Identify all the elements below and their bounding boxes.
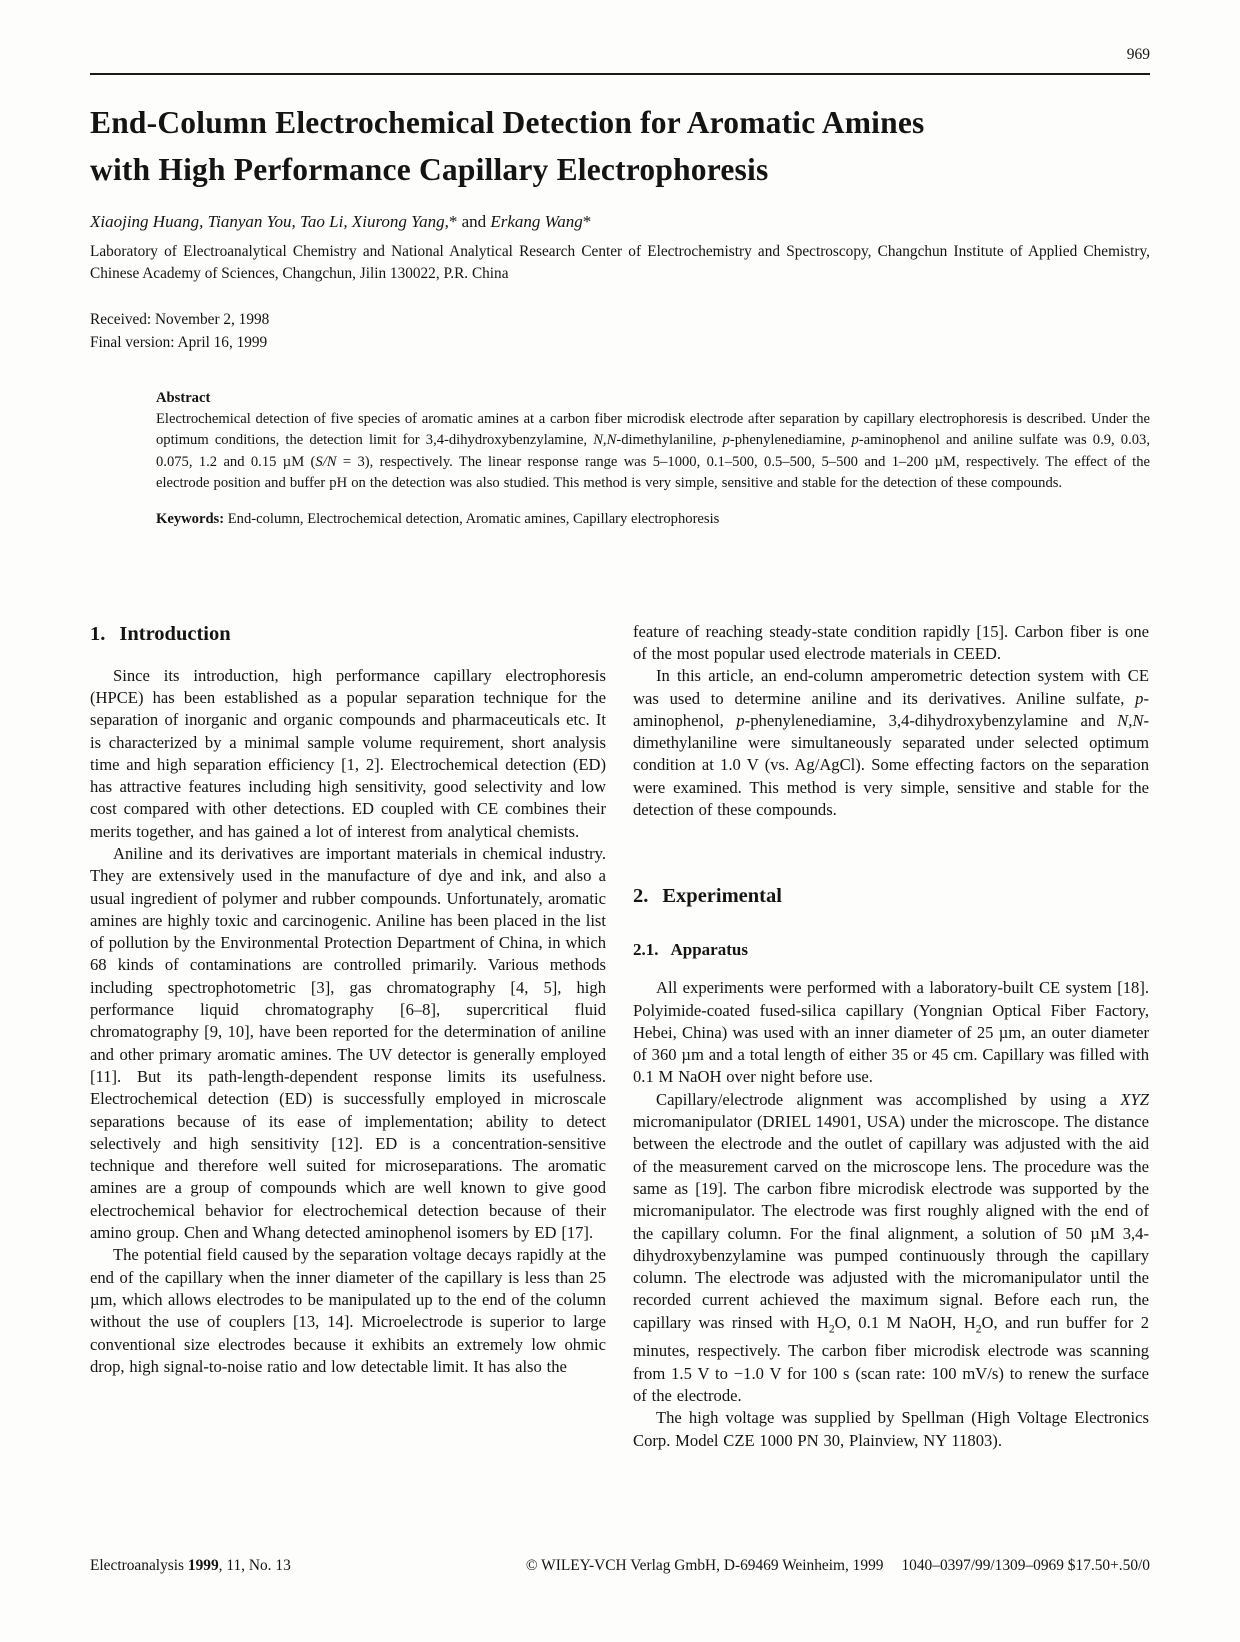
page-footer	[90, 1556, 1150, 1576]
section-title: Experimental	[662, 885, 782, 908]
article-title	[90, 99, 1150, 193]
apparatus-paragraph-3: The high voltage was supplied by Spellman (High Voltage Electronics Corp. Model CZE 1000 PN 30, Plainview, NY 11803).	[633, 1408, 1149, 1450]
footer-copyright: © WILEY-VCH Verlag GmbH, D-69469 Weinheim, 1999	[525, 1557, 884, 1574]
footer-publisher-info	[526, 1556, 1150, 1576]
subsection-heading-apparatus	[633, 939, 1149, 961]
manuscript-dates	[90, 309, 1150, 354]
article-title-line-1: End-Column Electrochemical Detection for Aromatic Amines	[90, 105, 925, 140]
received-date: Received: November 2, 1998	[90, 311, 270, 328]
section-heading-experimental	[633, 883, 1149, 909]
keywords-line	[156, 509, 1150, 529]
page-number: 969	[1126, 46, 1150, 63]
intro-paragraph-2: Aniline and its derivatives are important materials in chemical industry. They are extensively used in the manufacture of dye and ink, and also a usual ingredient of polymer and rubber compounds. Unfortunately, aromatic amines are highly toxic and carcinogenic. Aniline has been placed in the list of pollution by the Environmental Protection Department of China, in which 68 kinds of contaminations are controlled primarily. Various methods including spectrophotometric [3], gas chromatography [4, 5], high performance liquid chromatography [6–8], supercritical fluid chromatography [9, 10], have been reported for the determination of aniline and other primary aromatic amines. The UV detector is generally employed [11]. But its path-length-dependent response limits its usefulness. Electrochemical detection (ED) is successfully employed in microscale separations because of its ease of implementation; ability to detect selectively and high sensitivity [12]. ED is a concentration-sensitive technique and therefore well suited for microseparations. The aromatic amines are a group of compounds which are well known to give good electrochemical behavior for electrochemical detection because of their amino group. Chen and Whang detected aminophenol isomers by ED [17].	[90, 844, 606, 1243]
apparatus-paragraph-2: Capillary/electrode alignment was accomplished by using a XYZ micromanipulator (DRIEL 14901, USA) under the microscope. The distance between the electrode and the outlet of capillary was adjusted with the aid of the measurement carved on the microscope lens. The procedure was the same as [19]. The carbon fibre microdisk electrode was supported by the micromanipulator. The electrode was first roughly aligned with the end of the capillary column. For the final alignment, a solution of 50 µM 3,4-dihydroxybenzylamine was pumped continuously through the capillary column. The electrode was adjusted with the micromanipulator until the recorded current achieved the maximum signal. Before each run, the capillary was rinsed with $H_2O$, 0.1 M NaOH, $H_2O$, and run buffer for 2 minutes, respectively. The carbon fiber microdisk electrode was scanning from 1.5 V to −1.0 V for 100 s (scan rate: 100 mV/s) to renew the surface of the electrode.	[633, 1089, 1150, 1405]
intro-paragraph-3: The potential field caused by the separation voltage decays rapidly at the end of the capillary when the inner diameter of the capillary is less than 25 µm, which allows electrodes to be manipulated up to the end of the column without the use of couplers [13, 14]. Microelectrode is superior to large conventional size electrodes because it exhibits an extremely low ohmic drop, high signal-to-noise ratio and low detectable limit. It has also the	[90, 1245, 606, 1376]
content-columns	[90, 621, 1150, 1452]
intro-paragraph-4: In this article, an end-column amperometric detection system with CE was used to determine aniline and its derivatives. Aniline sulfate, p-aminophenol, p-phenylenediamine, 3,4-dihydroxybenzylamine and N,N-dimethylaniline were simultaneously separated under selected optimum condition at 1.0 V (vs. Ag/AgCl). Some effecting factors on the separation were examined. This method is very simple, sensitive and stable for the detection of these compounds.	[633, 666, 1149, 819]
intro-paragraph-3-continuation: feature of reaching steady-state condition rapidly [15]. Carbon fiber is one of the most popular used electrode materials in CEED.	[633, 621, 1149, 663]
abstract-heading: Abstract	[156, 390, 211, 406]
header-rule	[90, 73, 1150, 75]
authors-line: Xiaojing Huang, Tianyan You, Tao Li, Xiurong Yang,* and Erkang Wang*	[90, 212, 592, 231]
abstract-section	[156, 388, 1150, 529]
subsection-number: 2.1.	[633, 940, 659, 960]
final-version-date: Final version: April 16, 1999	[90, 333, 268, 351]
article-title-line-2: with High Performance Capillary Electrophoresis	[90, 152, 769, 187]
right-column	[633, 621, 1149, 1452]
footer-issn-price: 1040–0397/99/1309–0969 $17.50+.50/0	[901, 1557, 1150, 1574]
footer-journal-ref: Electroanalysis 1999, 11, No. 13	[90, 1557, 291, 1574]
subsection-title: Apparatus	[670, 940, 748, 960]
section-number: 1.	[90, 622, 106, 645]
affiliation: Laboratory of Electroanalytical Chemistry and National Analytical Research Center of Electrochemistry and Spectroscopy, Changchun Institute of Applied Chemistry, Chinese Academy of Sciences, Changchun, Jilin 130022, P.R. China	[90, 243, 1150, 282]
keywords-text: End-column, Electrochemical detection, Aromatic amines, Capillary electrophoresis	[227, 510, 720, 527]
left-column	[90, 621, 606, 1452]
abstract-body: Electrochemical detection of five species of aromatic amines at a carbon fiber microdisk electrode after separation by capillary electrophoresis is described. Under the optimum conditions, the detection limit for 3,4-dihydroxybenzylamine, N,N-dimethylaniline, p-phenylenediamine, p-aminophenol and aniline sulfate was 0.9, 0.03, 0.075, 1.2 and 0.15 µM (S/N = 3), respectively. The linear response range was 5–1000, 0.1–500, 0.5–500, 5–500 and 1–200 µM, respectively. The effect of the electrode position and buffer pH on the detection was also studied. This method is very simple, sensitive and stable for the detection of these compounds.	[156, 411, 1151, 492]
section-title: Introduction	[119, 622, 231, 645]
section-heading-introduction	[90, 621, 606, 647]
section-number: 2.	[633, 885, 649, 908]
intro-paragraph-1: Since its introduction, high performance capillary electrophoresis (HPCE) has been established as a popular separation technique for the separation of inorganic and organic compounds and pharmaceuticals etc. It is characterized by a minimal sample volume requirement, short analysis time and high separation efficiency [1, 2]. Electrochemical detection (ED) has attractive features including high sensitivity, good selectivity and low cost compared with other detections. ED coupled with CE combines their merits together, and has gained a lot of interest from analytical chemists.	[90, 665, 606, 841]
keywords-label: Keywords:	[156, 510, 225, 527]
apparatus-paragraph-1: All experiments were performed with a laboratory-built CE system [18]. Polyimide-coated fused-silica capillary (Yongnian Optical Fiber Factory, Hebei, China) was used with an inner diameter of 25 µm, an outer diameter of 360 µm and a total length of either 35 or 45 cm. Capillary was filled with 0.1 M NaOH over night before use.	[633, 978, 1149, 1087]
